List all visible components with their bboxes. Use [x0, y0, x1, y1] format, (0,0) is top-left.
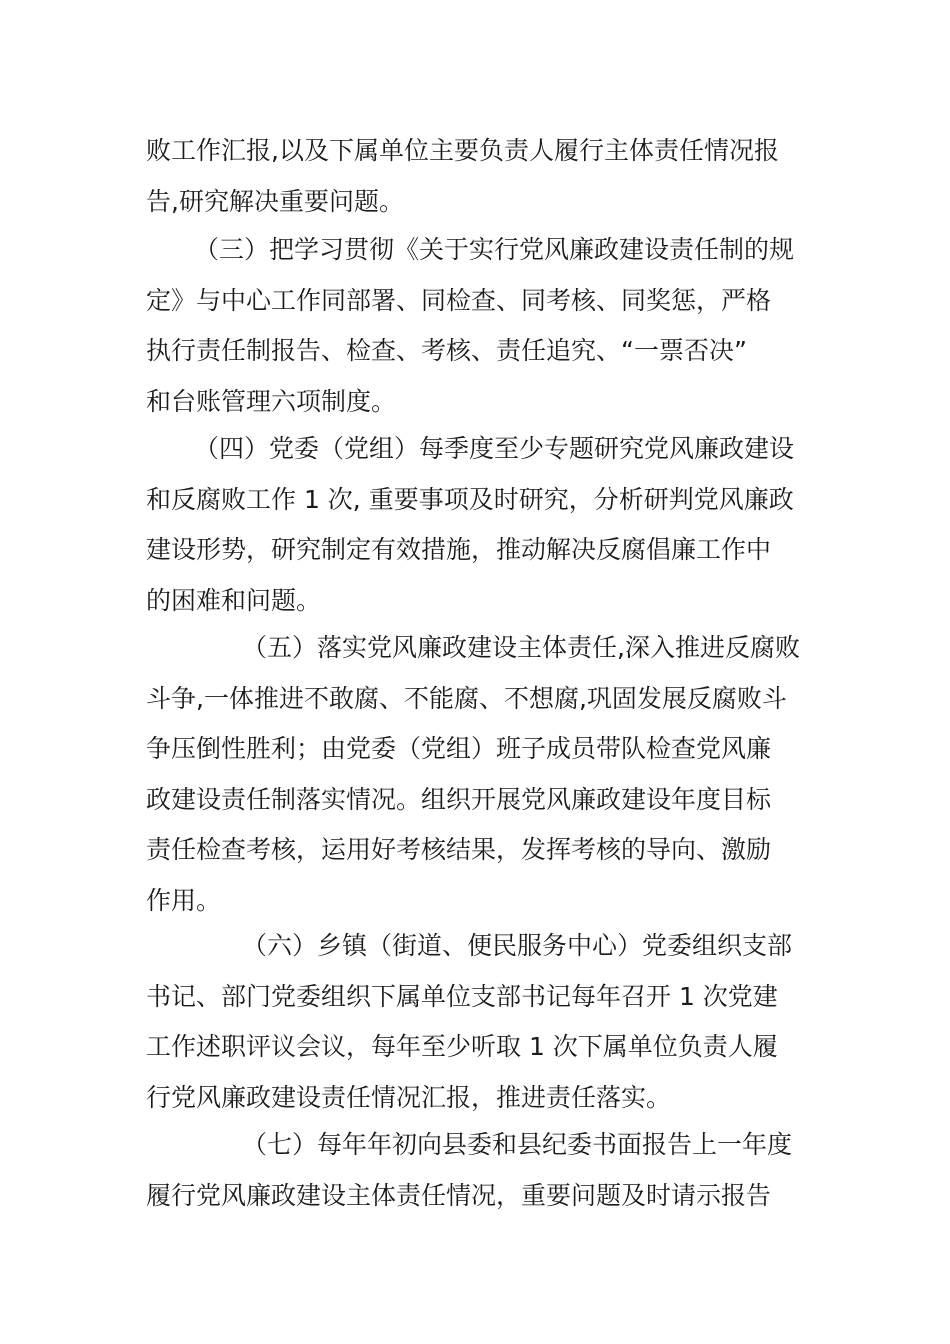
- text-line: 执行责任制报告、检查、考核、责任追究、“一票否决”: [146, 336, 747, 365]
- text-line: 和台账管理六项制度。: [146, 386, 397, 416]
- text-line: 定》与中心工作同部署、同检查、同考核、同奖惩，严格: [146, 285, 772, 315]
- text-line: 责任检查考核，运用好考核结果，发挥考核的导向、激励: [146, 835, 772, 864]
- paragraph-item-7: [146, 1120, 810, 1221]
- text-line: 作用。: [146, 885, 222, 915]
- text-line: 履行党风廉政建设主体责任情况，重要问题及时请示报告: [146, 1180, 772, 1210]
- text-line: （六）乡镇（街道、便民服务中心）党委组织支部: [242, 931, 793, 960]
- text-line: 建设形势，研究制定有效措施，推动解决反腐倡廉工作中: [146, 535, 772, 564]
- text-line: 行党风廉政建设责任情况汇报，推进责任落实。: [146, 1082, 672, 1112]
- paragraph-item-6: [146, 921, 810, 1123]
- text-line: 斗争,一体推进不敢腐、不能腐、不想腐,巩固发展反腐败斗: [146, 683, 787, 713]
- text-line: （七）每年年初向县委和县纪委书面报告上一年度: [242, 1130, 793, 1159]
- text-line: 败工作汇报,以及下属单位主要负责人履行主体责任情况报: [146, 136, 779, 165]
- text-line: 告,研究解决重要问题。: [146, 186, 404, 216]
- paragraph-continuation: [146, 126, 810, 227]
- text-line: （四）党委（党组）每季度至少专题研究党风廉政建设: [194, 434, 795, 463]
- paragraph-item-3: [146, 225, 810, 427]
- paragraph-item-5: [146, 623, 810, 926]
- paragraph-item-4: [146, 424, 810, 626]
- text-line: （五）落实党风廉政建设主体责任,深入推进反腐败: [242, 633, 800, 662]
- text-line: （三）把学习贯彻《关于实行党风廉政建设责任制的规: [194, 235, 795, 264]
- text-line: 书记、部门党委组织下属单位支部书记每年召开 1 次党建: [146, 981, 778, 1011]
- text-line: 工作述职评议会议，每年至少听取 1 次下属单位负责人履: [146, 1032, 778, 1061]
- text-line: 争压倒性胜利；由党委（党组）班子成员带队检查党风廉: [146, 734, 772, 763]
- text-line: 和反腐败工作 1 次, 重要事项及时研究，分析研判党风廉政: [146, 484, 794, 514]
- text-line: 的困难和问题。: [146, 585, 322, 615]
- text-line: 政建设责任制落实情况。组织开展党风廉政建设年度目标: [146, 784, 772, 814]
